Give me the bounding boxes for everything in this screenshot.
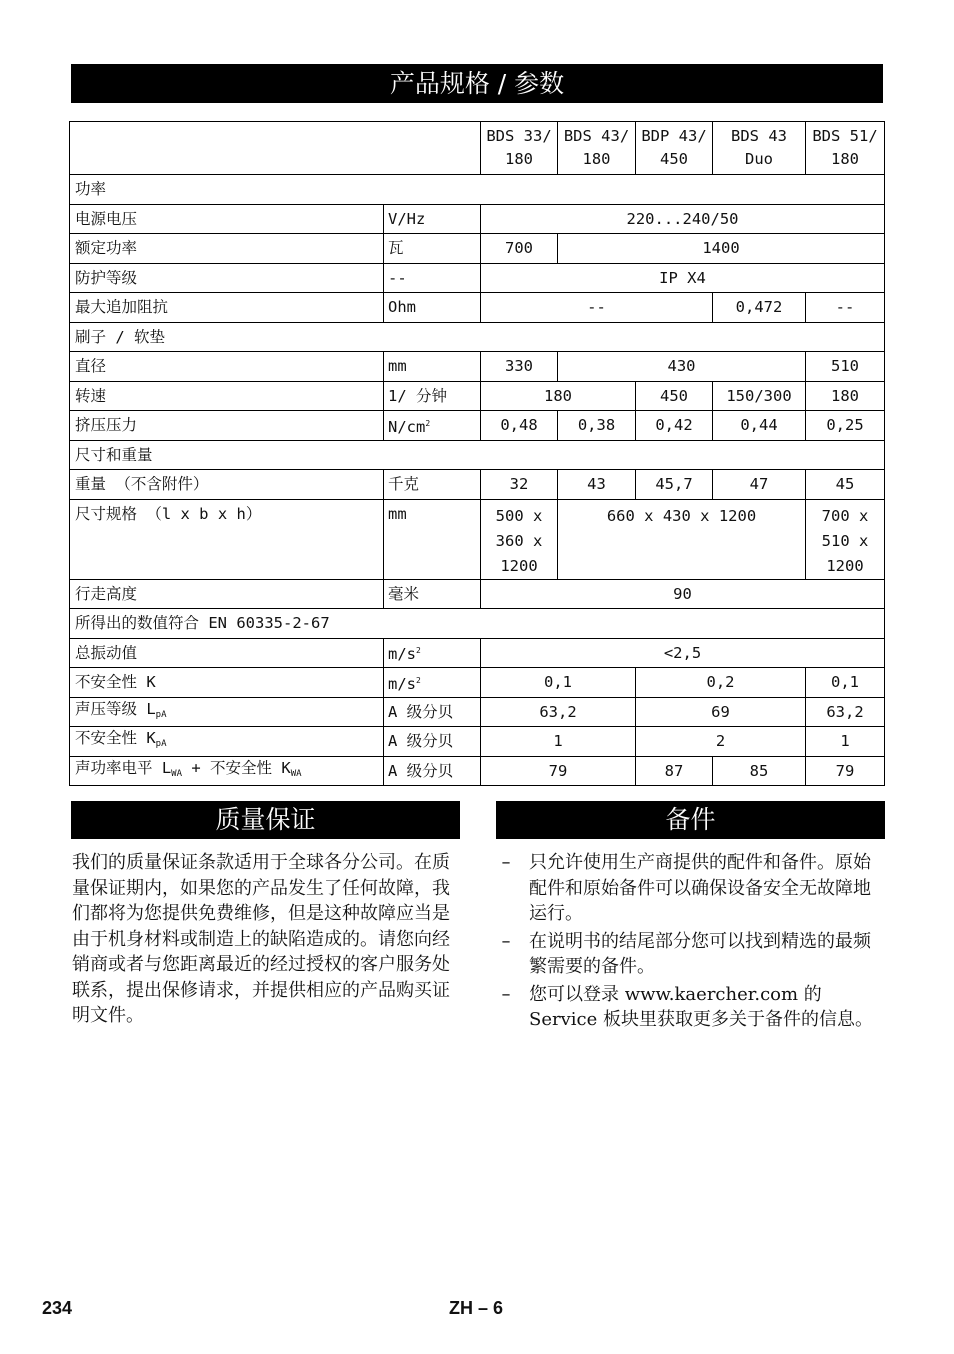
table-row: [70, 234, 885, 264]
label-subscript: WA: [290, 768, 302, 779]
row-label: 防护等级: [70, 263, 384, 293]
row-value: 47: [713, 470, 806, 500]
row-value: 0,2: [636, 668, 806, 698]
row-value: 0,38: [558, 411, 636, 441]
row-value: 2: [636, 727, 806, 757]
row-unit: 千克: [384, 470, 481, 500]
row-unit: A 级分贝: [384, 756, 481, 786]
row-value: 0,1: [806, 668, 885, 698]
list-item-text: 只允许使用生产商提供的配件和备件。原始配件和原始备件可以确保设备安全无故障地运行。: [529, 852, 871, 924]
row-unit: 1/ 分钟: [384, 381, 481, 411]
table-row: [70, 499, 885, 579]
row-value: 1400: [558, 234, 885, 264]
row-value: 330: [481, 352, 558, 382]
row-label: 行走高度: [70, 579, 384, 609]
row-label: 挤压压力: [70, 411, 384, 441]
model-header: BDS 43/ 180: [558, 122, 636, 175]
row-label: [70, 756, 384, 786]
row-value: 430: [558, 352, 806, 382]
value-line: 700 x: [821, 506, 869, 525]
table-row: [70, 204, 885, 234]
row-value: 0,472: [713, 293, 806, 323]
row-value: [806, 499, 885, 579]
accessories-list: [496, 850, 886, 1035]
value-line: 1200: [826, 556, 864, 575]
row-value: 32: [481, 470, 558, 500]
label-subscript: WA: [171, 768, 183, 779]
label-subscript: pA: [155, 739, 167, 750]
row-value: 1: [481, 727, 636, 757]
row-value: 85: [713, 756, 806, 786]
row-value: 510: [806, 352, 885, 382]
row-value: 63,2: [806, 697, 885, 727]
model-header-row: [70, 122, 885, 175]
label-text: 不安全性 K: [75, 729, 156, 748]
warranty-text: 我们的质量保证条款适用于全球各分公司。在质量保证期内，如果您的产品发生了任何故障，我们都将为您提供免费维修，但是这种故障应当是由于机身材料或制造上的缺陷造成的。请您向经销商或者与您距离最近的经过授权的客户服务处联系，提出保修请求，并提供相应的产品购买证明文件。: [72, 852, 450, 1026]
table-row: [70, 579, 885, 609]
unit-superscript: 2: [416, 646, 421, 656]
row-unit: mm: [384, 499, 481, 579]
row-unit: [384, 638, 481, 668]
bullet-dash: –: [501, 930, 511, 952]
table-row: [70, 697, 885, 727]
row-value: [481, 499, 558, 579]
row-value: 0,25: [806, 411, 885, 441]
warranty-heading: 质量保证: [71, 801, 460, 839]
row-unit: [384, 411, 481, 441]
bullet-dash: –: [501, 852, 511, 873]
row-label: 不安全性 K: [70, 668, 384, 698]
row-unit: A 级分贝: [384, 727, 481, 757]
row-unit: [384, 668, 481, 698]
list-item: [496, 982, 886, 1033]
value-line: 360 x: [495, 531, 543, 550]
list-item: [496, 850, 886, 927]
bullet-dash: –: [501, 983, 511, 1005]
section-code: ZH – 6: [449, 1298, 504, 1318]
row-value: 0,48: [481, 411, 558, 441]
unit-superscript: 2: [416, 675, 421, 685]
row-label: 重量 （不含附件）: [70, 470, 384, 500]
value-line: 1200: [500, 556, 538, 575]
model-header: BDS 43 Duo: [713, 122, 806, 175]
row-value: 1: [806, 727, 885, 757]
table-row: [70, 381, 885, 411]
row-unit: A 级分贝: [384, 697, 481, 727]
value-line: 510 x: [821, 531, 869, 550]
list-item: [496, 929, 886, 980]
table-row: [70, 727, 885, 757]
table-row: [70, 668, 885, 698]
header-blank: [70, 122, 481, 175]
row-label: 最大追加阻抗: [70, 293, 384, 323]
row-unit: --: [384, 263, 481, 293]
row-unit: V/Hz: [384, 204, 481, 234]
row-label: 电源电压: [70, 204, 384, 234]
row-value: 220...240/50: [481, 204, 885, 234]
row-value: 79: [806, 756, 885, 786]
row-unit: 瓦: [384, 234, 481, 264]
unit-text: N/cm: [388, 417, 426, 436]
row-label: 直径: [70, 352, 384, 382]
table-row: [70, 263, 885, 293]
row-value: 0,44: [713, 411, 806, 441]
label-subscript: pA: [155, 709, 167, 720]
row-value: 150/300: [713, 381, 806, 411]
row-label: 尺寸规格 （l x b x h）: [70, 499, 384, 579]
accessories-heading: 备件: [496, 801, 885, 839]
unit-superscript: 2: [425, 418, 431, 428]
row-value: 700: [481, 234, 558, 264]
row-value: 69: [636, 697, 806, 727]
row-label: 转速: [70, 381, 384, 411]
table-row: [70, 352, 885, 382]
section-heading-dimensions: 尺寸和重量: [70, 440, 885, 470]
row-value: 660 x 430 x 1200: [558, 499, 806, 579]
page-title: 产品规格 / 参数: [71, 64, 883, 103]
model-header: BDP 43/ 450: [636, 122, 713, 175]
row-value: 87: [636, 756, 713, 786]
model-header: BDS 51/ 180: [806, 122, 885, 175]
section-heading-brushes: 刷子 / 软垫: [70, 322, 885, 352]
section-heading-values: 所得出的数值符合 EN 60335-2-67: [70, 609, 885, 639]
row-label: [70, 727, 384, 757]
row-value: --: [806, 293, 885, 323]
row-value: 43: [558, 470, 636, 500]
row-label: [70, 697, 384, 727]
row-value: 63,2: [481, 697, 636, 727]
row-label: 总振动值: [70, 638, 384, 668]
label-text: 声功率电平 L: [75, 758, 172, 777]
row-unit: mm: [384, 352, 481, 382]
value-line: 500 x: [495, 506, 543, 525]
model-header: BDS 33/ 180: [481, 122, 558, 175]
table-row: [70, 470, 885, 500]
page-number: 234: [42, 1298, 73, 1318]
row-value: 45: [806, 470, 885, 500]
table-row: [70, 411, 885, 441]
table-row: [70, 293, 885, 323]
row-label: 额定功率: [70, 234, 384, 264]
row-unit: 毫米: [384, 579, 481, 609]
row-value: 180: [806, 381, 885, 411]
row-value: 450: [636, 381, 713, 411]
spec-table: [69, 121, 885, 786]
unit-text: m/s: [388, 674, 416, 693]
row-value: 45,7: [636, 470, 713, 500]
label-text: 声压等级 L: [75, 699, 156, 718]
row-value: <2,5: [481, 638, 885, 668]
list-item-text: 您可以登录 www.kaercher.com 的 Service 板块里获取更多关于备件的信息。: [529, 983, 873, 1030]
label-text: + 不安全性 K: [182, 758, 291, 777]
row-value: 180: [481, 381, 636, 411]
unit-text: m/s: [388, 645, 416, 664]
row-unit: Ohm: [384, 293, 481, 323]
row-value: 90: [481, 579, 885, 609]
table-row: [70, 756, 885, 786]
table-row: [70, 638, 885, 668]
row-value: --: [481, 293, 713, 323]
section-heading-power: 功率: [70, 175, 885, 205]
row-value: 79: [481, 756, 636, 786]
row-value: 0,1: [481, 668, 636, 698]
row-value: IP X4: [481, 263, 885, 293]
row-value: 0,42: [636, 411, 713, 441]
list-item-text: 在说明书的结尾部分您可以找到精选的最频繁需要的备件。: [529, 930, 871, 977]
